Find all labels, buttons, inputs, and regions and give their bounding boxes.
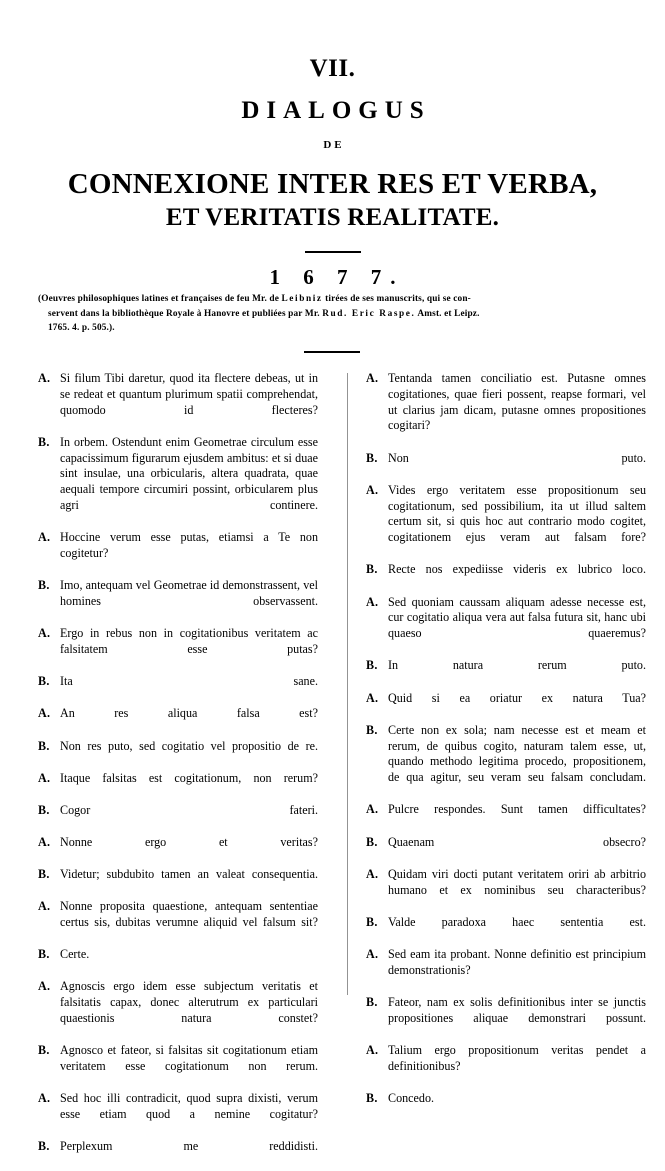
dialogue-turn xyxy=(36,706,318,738)
utterance-text: Nonne ergo et veritas? xyxy=(60,835,318,850)
utterance-text: Ita sane. xyxy=(60,674,318,689)
speaker-label: B. xyxy=(366,994,378,1009)
utterance-text: Recte nos expediisse videris ex lubrico loco. xyxy=(388,562,646,577)
utterance-text: Imo, antequam vel Geometrae id demonstrassent, vel homines observassent. xyxy=(60,578,318,609)
speaker-label: A. xyxy=(366,802,379,817)
dialogue-turn xyxy=(364,483,646,562)
speaker-label: A. xyxy=(366,482,379,497)
title-block xyxy=(0,56,665,288)
speaker-label: A. xyxy=(366,946,379,961)
utterance-text: Concedo. xyxy=(388,1090,435,1105)
speaker-label: B. xyxy=(366,914,378,929)
speaker-label: A. xyxy=(366,1042,379,1057)
utterance-text: Tentanda tamen conciliatio est. Putasne omnes cogitationes, quae fieri possent, reapse formari, vel ut clarius jam dicam, putasne omnes propositiones cogitari? xyxy=(388,371,646,433)
utterance-text: Fateor, nam ex solis definitionibus inter se junctis propositiones aliquae demonstrari possunt. xyxy=(388,994,646,1025)
utterance-text: Sed eam ita probant. Nonne definitio est principium demonstrationis? xyxy=(388,946,646,977)
speaker-label: B. xyxy=(38,578,50,593)
bibnote-line-2-suffix: Amst. et Leipz. xyxy=(415,308,480,319)
speaker-label: B. xyxy=(38,434,50,449)
utterance-text: In natura rerum puto. xyxy=(388,658,646,673)
speaker-label: B. xyxy=(366,658,378,673)
dialogue-turn xyxy=(36,979,318,1042)
utterance-text: Quaenam obsecro? xyxy=(388,834,646,849)
dialogue-turn xyxy=(36,899,318,946)
utterance-text: Videtur; subdubito tamen an valeat consequentia. xyxy=(60,867,318,882)
dialogue-columns xyxy=(0,371,665,1154)
speaker-label: B. xyxy=(366,1090,378,1105)
dialogue-turn xyxy=(364,723,646,802)
dialogue-turn xyxy=(364,658,646,690)
speaker-label: A. xyxy=(366,594,379,609)
speaker-label: A. xyxy=(38,979,51,994)
utterance-text: Agnoscis ergo idem esse subjectum veritatis et falsitatis capax, donec alterutrum ex particulari quaestionis natura constet? xyxy=(60,979,318,1026)
utterance-text: Hoccine verum esse putas, etiamsi a Te non cogitetur? xyxy=(60,530,318,561)
utterance-text: An res aliqua falsa est? xyxy=(60,706,318,721)
column-divider-rule xyxy=(347,373,348,995)
bibnote-line-1 xyxy=(38,292,638,307)
utterance-text: Agnosco et fateor, si falsitas sit cogitationum etiam veritatem esse cogitationum non rerum. xyxy=(60,1043,318,1074)
speaker-label: A. xyxy=(38,835,51,850)
speaker-label: A. xyxy=(38,530,51,545)
dialogue-turn xyxy=(36,578,318,625)
dialogue-turn xyxy=(36,947,318,979)
utterance-text: Itaque falsitas est cogitationum, non rerum? xyxy=(60,770,318,785)
speaker-label: B. xyxy=(38,947,50,962)
dialogue-turn xyxy=(364,562,646,594)
speaker-label: A. xyxy=(366,690,379,705)
dialogue-turn xyxy=(36,435,318,530)
speaker-label: B. xyxy=(38,674,50,689)
dialogue-column-left xyxy=(36,371,318,1171)
bibnote-line-1-suffix: tirées de ses manuscrits, qui se con- xyxy=(322,294,471,304)
bibnote-editor-raspe: Rud. Eric Raspe. xyxy=(322,308,416,319)
dialogue-turn xyxy=(36,626,318,673)
dialogue-turn xyxy=(36,739,318,771)
year-of-composition: 1 6 7 7. xyxy=(269,265,405,290)
speaker-label: A. xyxy=(366,866,379,881)
speaker-label: B. xyxy=(366,562,378,577)
dialogue-turn xyxy=(364,451,646,483)
speaker-label: A. xyxy=(38,770,51,785)
main-title-line-1: CONNEXIONE INTER RES ET VERBA, xyxy=(67,168,598,200)
de-preposition: DE xyxy=(323,139,345,151)
speaker-label: A. xyxy=(38,371,51,385)
dialogue-turn xyxy=(364,867,646,914)
dialogue-turn xyxy=(36,371,318,434)
utterance-text: Nonne proposita quaestione, antequam sententiae certus sis, dubitas verumne aliquid vel falsum sit? xyxy=(60,899,318,930)
title-divider-rule xyxy=(305,251,361,253)
dialogue-turn xyxy=(364,371,646,450)
dialogue-turn xyxy=(364,915,646,947)
bibnote-line-1-prefix: (Oeuvres philosophiques latines et françaises de feu Mr. de xyxy=(38,294,282,304)
dialogue-turn xyxy=(36,1043,318,1090)
dialogue-turn xyxy=(36,1139,318,1171)
speaker-label: B. xyxy=(366,450,378,465)
dialogue-turn xyxy=(364,995,646,1042)
dialogue-turn xyxy=(364,595,646,658)
bibliographic-note xyxy=(38,292,638,336)
note-divider-rule xyxy=(304,351,360,353)
speaker-label: B. xyxy=(38,1139,50,1154)
speaker-label: A. xyxy=(38,706,51,721)
utterance-text: Certe non ex sola; nam necesse est et meam et rerum, de quibus cogito, naturam talem esse, ut, quando methodo legitima procedo, propositionem, de qua agitur, seu veram seu falsam concludam. xyxy=(388,722,646,785)
bibnote-line-2 xyxy=(38,307,638,322)
utterance-text: Si filum Tibi daretur, quod ita flectere debeas, ut in se redeat et quantum plurimum spatii comprehendat, quomodo id flecteres? xyxy=(60,371,318,417)
dialogue-turn xyxy=(364,802,646,834)
speaker-label: B. xyxy=(38,1043,50,1058)
utterance-text: Perplexum me reddidisti. xyxy=(60,1139,318,1154)
bibnote-line-3: 1765. 4. p. 505.). xyxy=(48,323,115,334)
speaker-label: B. xyxy=(38,802,50,817)
dialogue-turn xyxy=(36,803,318,835)
dialogue-turn xyxy=(36,674,318,706)
chapter-number: VII. xyxy=(309,55,356,82)
speaker-label: B. xyxy=(366,722,378,737)
dialogue-column-right xyxy=(364,371,646,1123)
dialogue-turn xyxy=(364,1091,646,1123)
dialogue-turn xyxy=(36,771,318,803)
utterance-text: Non res puto, sed cogitatio vel propositio de re. xyxy=(60,738,318,753)
utterance-text: Quidam viri docti putant veritatem oriri ab arbitrio humano et ex nominibus seu characteribus? xyxy=(388,866,646,897)
dialogue-turn xyxy=(36,867,318,899)
dialogue-turn xyxy=(36,1091,318,1138)
bibnote-author-leibniz: Leibniz xyxy=(281,294,323,304)
dialogue-turn xyxy=(364,691,646,723)
speaker-label: A. xyxy=(38,626,51,641)
speaker-label: B. xyxy=(38,738,50,753)
utterance-text: Sed quoniam caussam aliquam adesse necesse est, cur cogitatio aliqua vera aut falsa futura sit, hanc ubi quaeso quaeremus? xyxy=(388,594,646,641)
utterance-text: In orbem. Ostendunt enim Geometrae circulum esse capacissimum figurarum ejusdem ambitus: et si duae sint insulae, una orbicularis, altera quadrata, quae aequali tempore circumiri possint, orbicularem plus agri continere. xyxy=(60,434,318,513)
dialogue-turn xyxy=(364,835,646,867)
genre-heading: DIALOGUS xyxy=(241,97,431,124)
dialogue-turn xyxy=(36,835,318,867)
speaker-label: B. xyxy=(38,867,50,882)
utterance-text: Non puto. xyxy=(388,450,646,465)
utterance-text: Vides ergo veritatem esse propositionum seu cogitationum, sed possibilium, ita ut illud saltem certum sit, si quis hoc aut contrario modo cogitet, cogitationem ejus veram aut falsam fore? xyxy=(388,482,646,545)
speaker-label: A. xyxy=(38,1091,51,1106)
main-title-line-2: ET VERITATIS REALITATE. xyxy=(165,204,500,232)
utterance-text: Cogor fateri. xyxy=(60,802,318,817)
utterance-text: Valde paradoxa haec sententia est. xyxy=(388,914,646,929)
utterance-text: Talium ergo propositionum veritas pendet a definitionibus? xyxy=(388,1042,646,1073)
utterance-text: Pulcre respondes. Sunt tamen difficultates? xyxy=(388,802,646,817)
dialogue-turn xyxy=(36,530,318,577)
utterance-text: Certe. xyxy=(60,947,90,962)
utterance-text: Ergo in rebus non in cogitationibus veritatem ac falsitatem esse putas? xyxy=(60,626,318,657)
bibnote-line-2-prefix: servent dans la bibliothèque Royale à Hanovre et publiées par Mr. xyxy=(48,308,323,319)
dialogue-turn xyxy=(364,947,646,994)
utterance-text: Quid si ea oriatur ex natura Tua? xyxy=(388,690,646,705)
speaker-label: A. xyxy=(38,899,51,914)
speaker-label: B. xyxy=(366,834,378,849)
utterance-text: Sed hoc illi contradicit, quod supra dixisti, verum esse etiam quod a nemine cogitatur? xyxy=(60,1091,318,1122)
dialogue-turn xyxy=(364,1043,646,1090)
speaker-label: A. xyxy=(366,371,379,385)
